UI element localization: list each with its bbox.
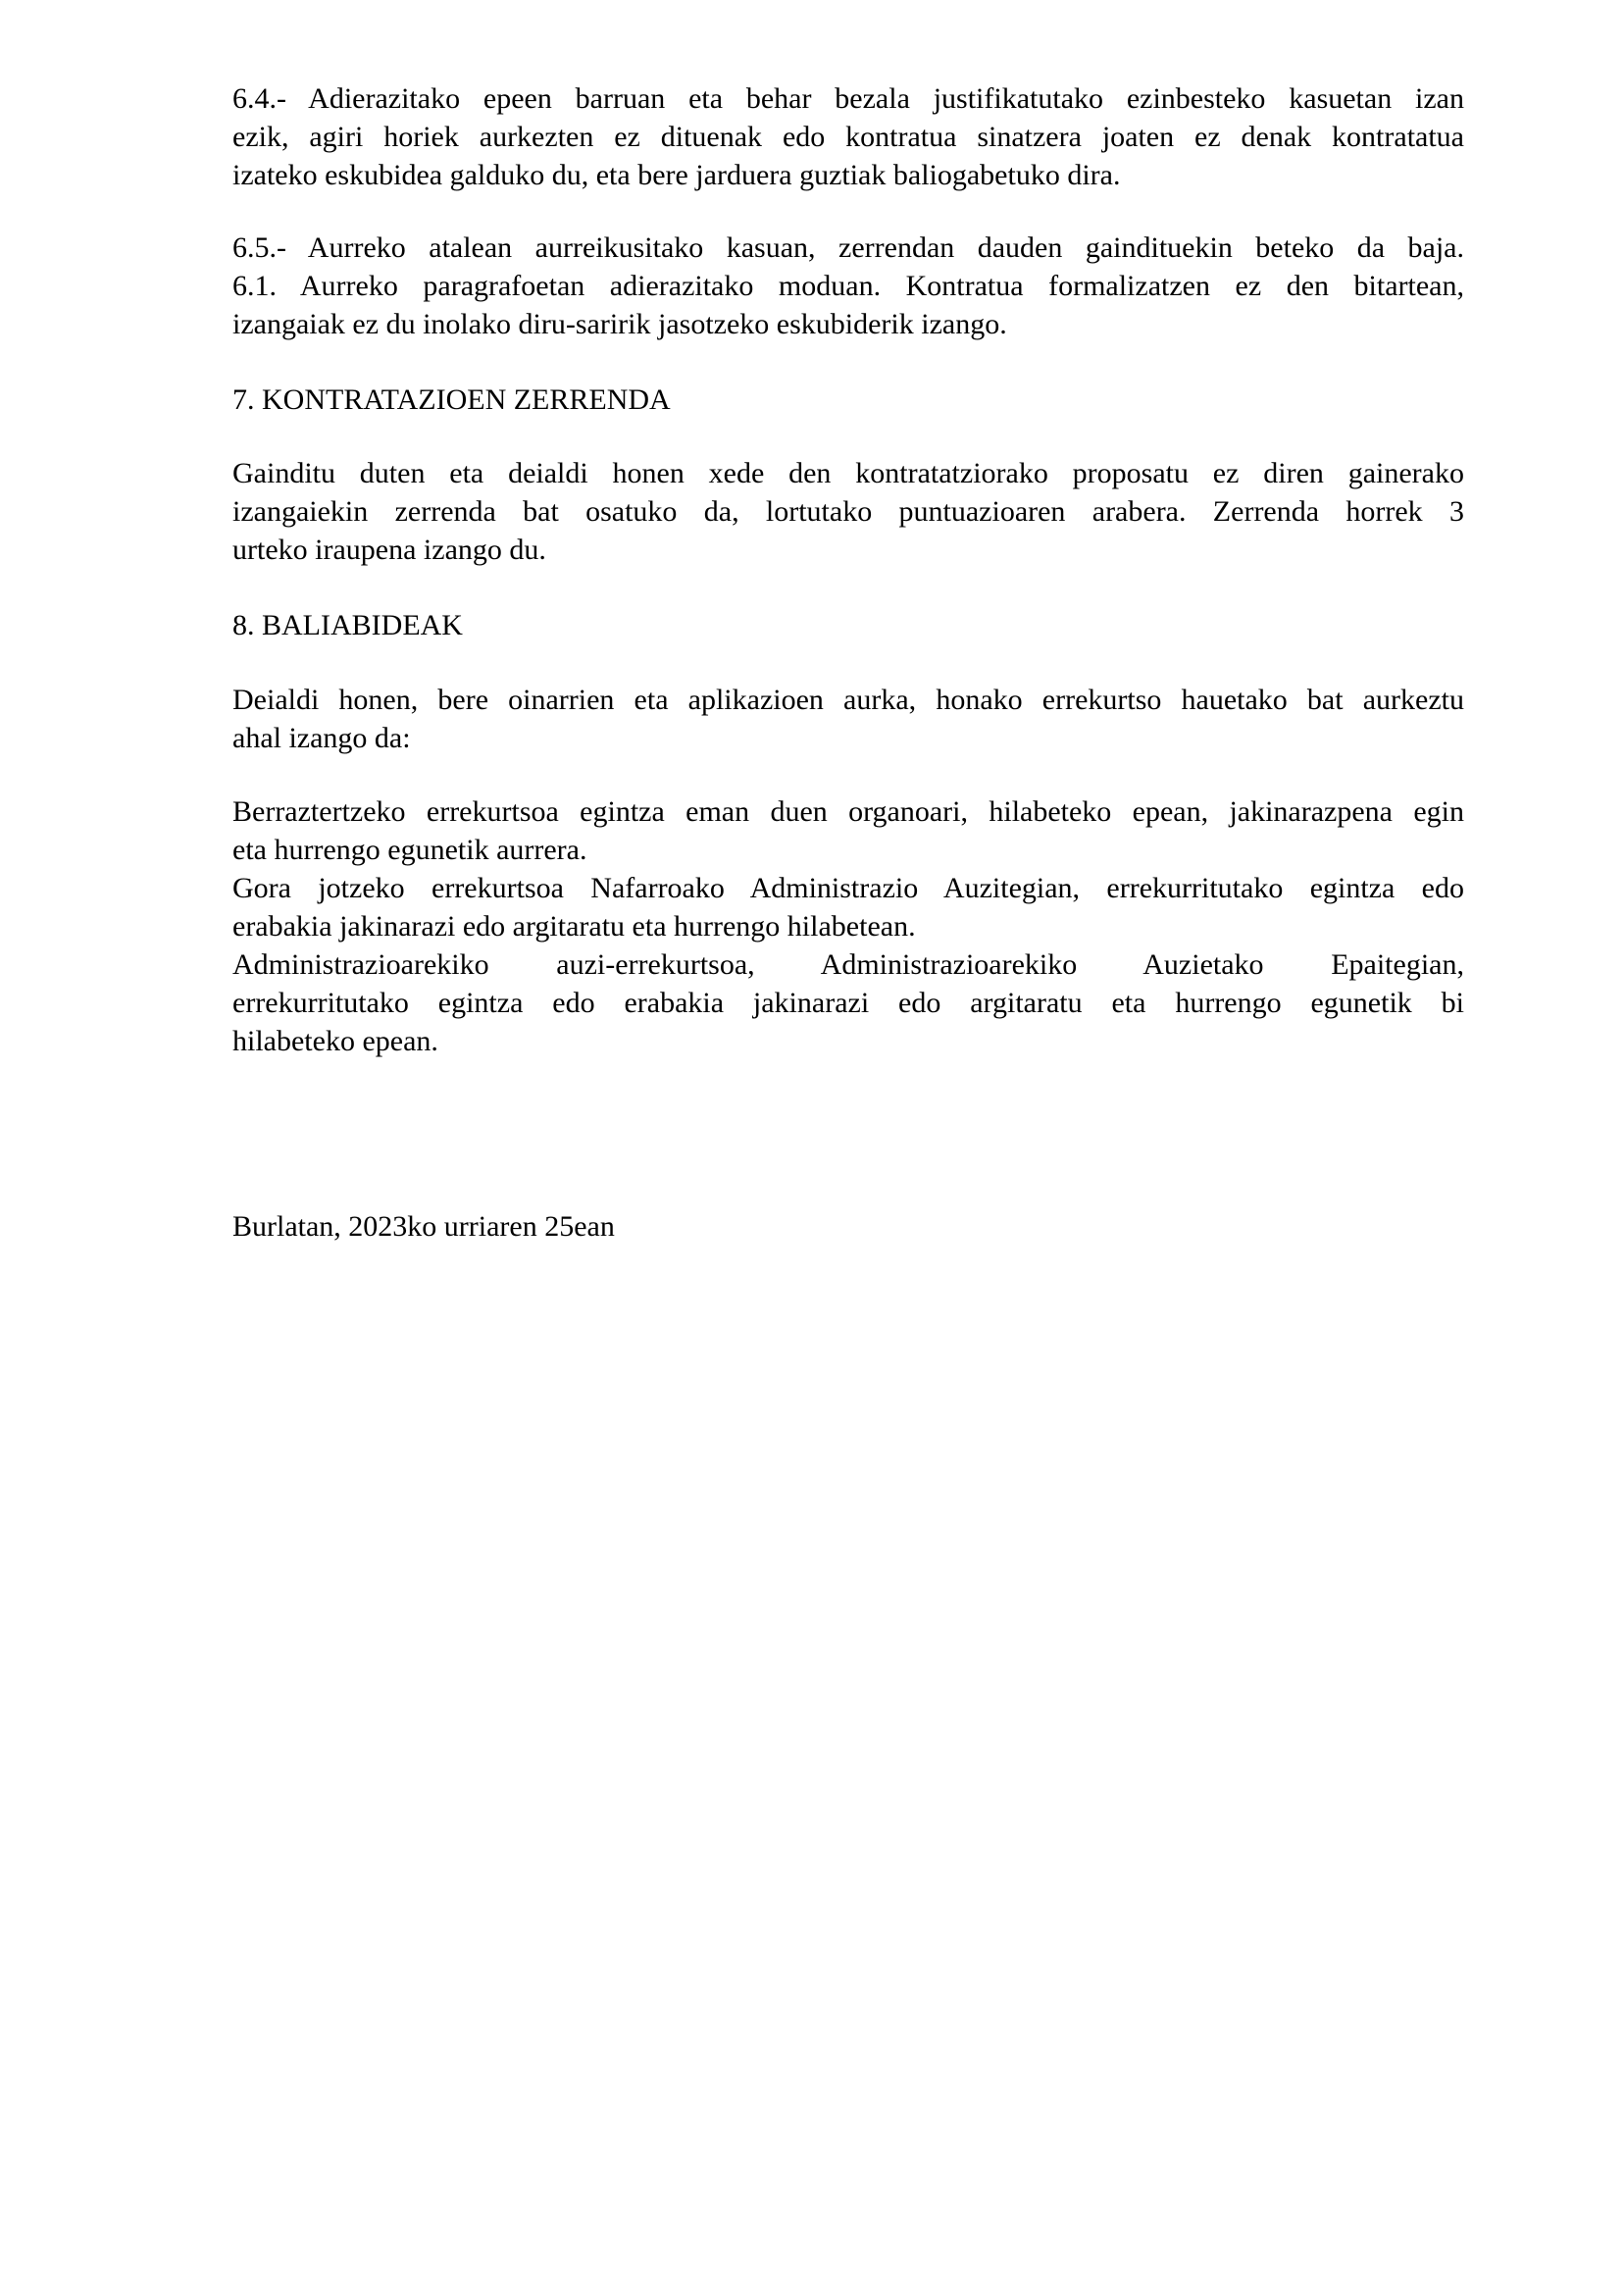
text-line: Gainditu duten eta deialdi honen xede den kontratatziorako proposatu ez diren gainerako — [232, 457, 1464, 489]
text-line: Administrazioarekiko auzi-errekurtsoa, Administrazioarekiko Auzietako Epaitegian, — [232, 948, 1464, 981]
text-line: Deialdi honen, bere oinarrien eta aplikazioen aurka, honako errekurtso hauetako bat aurkeztu — [232, 684, 1464, 716]
text-line: eta hurrengo egunetik aurrera. — [232, 834, 587, 866]
text-line: Gora jotzeko errekurtsoa Nafarroako Administrazio Auzitegian, errekurritutako egintza edo — [232, 872, 1464, 904]
text-line: urteko iraupena izango du. — [232, 534, 546, 566]
paragraph-6-5 — [232, 229, 1464, 343]
section-8-heading: 8. BALIABIDEAK — [232, 609, 463, 641]
text-line: Berraztertzeko errekurtsoa egintza eman duen organoari, hilabeteko epean, jakinarazpena egin — [232, 795, 1464, 828]
section-7-paragraph — [232, 454, 1464, 569]
text-line: 6.5.- Aurreko atalean aurreikusitako kasuan, zerrendan dauden gaindituekin beteko da baja. — [232, 231, 1464, 264]
text-line: 6.4.- Adierazitako epeen barruan eta behar bezala justifikatutako ezinbesteko kasuetan izan — [232, 82, 1464, 115]
section-8-remedies — [232, 792, 1464, 1060]
text-line: izangaiak ez du inolako diru-saririk jasotzeko eskubiderik izango. — [232, 308, 1007, 340]
text-line: hilabeteko epean. — [232, 1025, 438, 1057]
place-date: Burlatan, 2023ko urriaren 25ean — [232, 1210, 615, 1243]
text-line: erabakia jakinarazi edo argitaratu eta hurrengo hilabetean. — [232, 910, 916, 943]
text-line: ezik, agiri horiek aurkezten ez dituenak edo kontratua sinatzera joaten ez denak kontratatua — [232, 121, 1464, 153]
text-line: ahal izango da: — [232, 722, 411, 754]
text-line: 6.1. Aurreko paragrafoetan adierazitako moduan. Kontratua formalizatzen ez den bitartean, — [232, 270, 1464, 302]
signature-block — [232, 1207, 1464, 1246]
section-7-heading: 7. KONTRATAZIOEN ZERRENDA — [232, 383, 671, 416]
section-7-heading-block — [232, 381, 1464, 419]
text-line: errekurritutako egintza edo erabakia jakinarazi edo argitaratu eta hurrengo egunetik bi — [232, 987, 1464, 1019]
section-8-heading-block — [232, 606, 1464, 644]
text-line: izangaiekin zerrenda bat osatuko da, lortutako puntuazioaren arabera. Zerrenda horrek 3 — [232, 495, 1464, 528]
text-line: izateko eskubidea galduko du, eta bere jarduera guztiak baliogabetuko dira. — [232, 159, 1121, 191]
paragraph-6-4 — [232, 79, 1464, 194]
section-8-intro — [232, 681, 1464, 757]
